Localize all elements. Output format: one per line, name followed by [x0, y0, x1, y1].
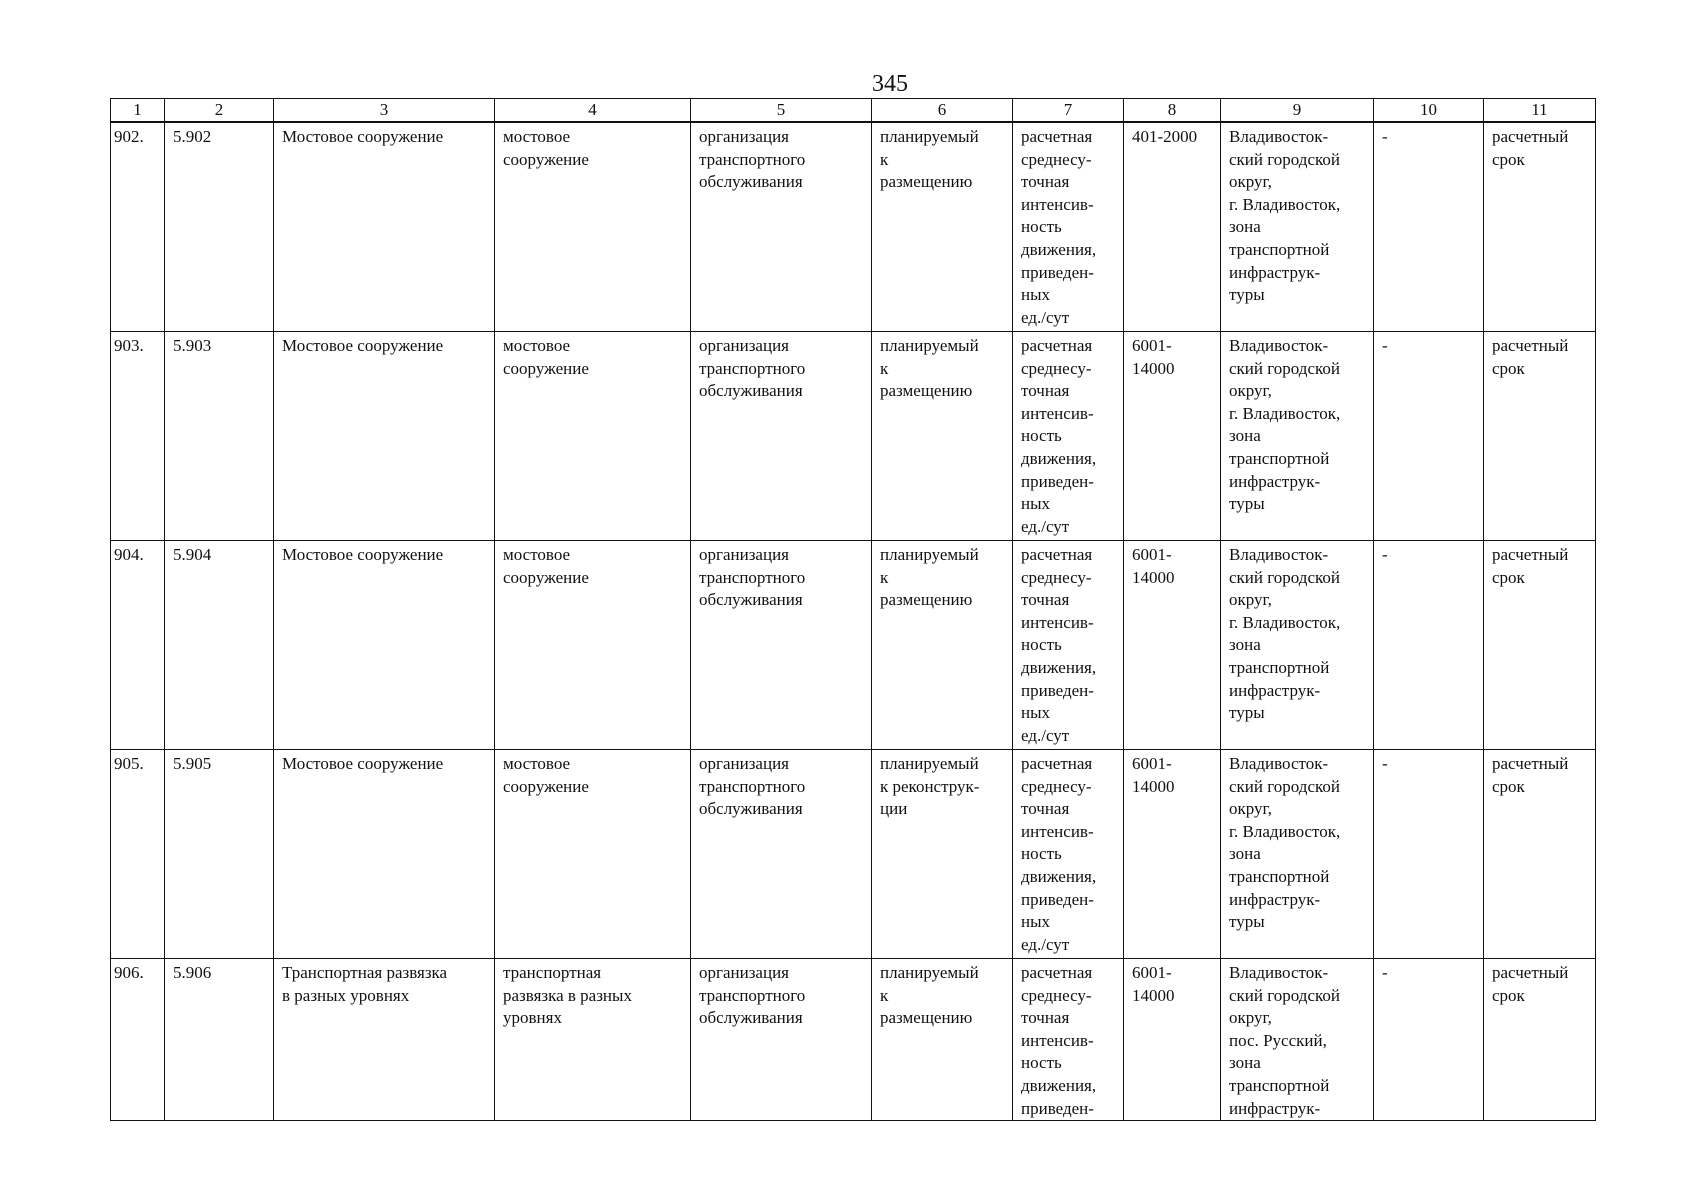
purpose-cell: организация транспортного обслуживания	[691, 750, 872, 959]
column-number: 1	[111, 99, 165, 123]
location-cell: Владивосток- ский городской округ, пос. Русский, зона транспортной инфраструк-	[1221, 959, 1374, 1121]
column-number: 2	[165, 99, 274, 123]
object-name-cell: Мостовое сооружение	[274, 122, 495, 332]
characteristic-cell: расчетная среднесу- точная интенсив- ность движения, приведен-	[1013, 959, 1124, 1121]
status-cell: планируемый к размещению	[872, 959, 1013, 1121]
table-row	[111, 332, 1596, 541]
object-name-cell: Мостовое сооружение	[274, 750, 495, 959]
object-code-cell: 5.904	[165, 541, 274, 750]
object-type-cell: транспортная развязка в разных уровнях	[495, 959, 691, 1121]
zone-cell: -	[1374, 750, 1484, 959]
status-cell: планируемый к размещению	[872, 122, 1013, 332]
characteristic-cell: расчетная среднесу- точная интенсив- ность движения, приведен- ных ед./сут	[1013, 122, 1124, 332]
term-cell: расчетный срок	[1484, 959, 1596, 1121]
column-number: 7	[1013, 99, 1124, 123]
object-name-cell: Транспортная развязка в разных уровнях	[274, 959, 495, 1121]
value-cell: 6001- 14000	[1124, 332, 1221, 541]
term-cell: расчетный срок	[1484, 541, 1596, 750]
column-number-row	[111, 99, 1596, 123]
column-number: 10	[1374, 99, 1484, 123]
row-number-cell: 903.	[111, 332, 165, 541]
table-row	[111, 122, 1596, 332]
value-cell: 401-2000	[1124, 122, 1221, 332]
term-cell: расчетный срок	[1484, 750, 1596, 959]
object-type-cell: мостовое сооружение	[495, 332, 691, 541]
column-number: 3	[274, 99, 495, 123]
purpose-cell: организация транспортного обслуживания	[691, 541, 872, 750]
object-code-cell: 5.903	[165, 332, 274, 541]
column-number: 8	[1124, 99, 1221, 123]
row-number-cell: 904.	[111, 541, 165, 750]
column-number: 9	[1221, 99, 1374, 123]
characteristic-cell: расчетная среднесу- точная интенсив- ность движения, приведен- ных ед./сут	[1013, 750, 1124, 959]
object-name-cell: Мостовое сооружение	[274, 541, 495, 750]
row-number-cell: 902.	[111, 122, 165, 332]
object-code-cell: 5.905	[165, 750, 274, 959]
zone-cell: -	[1374, 332, 1484, 541]
purpose-cell: организация транспортного обслуживания	[691, 959, 872, 1121]
status-cell: планируемый к размещению	[872, 332, 1013, 541]
value-cell: 6001- 14000	[1124, 541, 1221, 750]
object-type-cell: мостовое сооружение	[495, 122, 691, 332]
zone-cell: -	[1374, 541, 1484, 750]
characteristic-cell: расчетная среднесу- точная интенсив- ность движения, приведен- ных ед./сут	[1013, 541, 1124, 750]
object-name-cell: Мостовое сооружение	[274, 332, 495, 541]
object-type-cell: мостовое сооружение	[495, 750, 691, 959]
zone-cell: -	[1374, 959, 1484, 1121]
purpose-cell: организация транспортного обслуживания	[691, 332, 872, 541]
term-cell: расчетный срок	[1484, 122, 1596, 332]
status-cell: планируемый к размещению	[872, 541, 1013, 750]
object-type-cell: мостовое сооружение	[495, 541, 691, 750]
row-number-cell: 906.	[111, 959, 165, 1121]
characteristic-cell: расчетная среднесу- точная интенсив- ность движения, приведен- ных ед./сут	[1013, 332, 1124, 541]
table-row	[111, 750, 1596, 959]
column-number: 5	[691, 99, 872, 123]
status-cell: планируемый к реконструк- ции	[872, 750, 1013, 959]
object-code-cell: 5.902	[165, 122, 274, 332]
table-row	[111, 541, 1596, 750]
purpose-cell: организация транспортного обслуживания	[691, 122, 872, 332]
column-number: 4	[495, 99, 691, 123]
column-number: 6	[872, 99, 1013, 123]
zone-cell: -	[1374, 122, 1484, 332]
location-cell: Владивосток- ский городской округ, г. Владивосток, зона транспортной инфраструк- туры	[1221, 332, 1374, 541]
page-number: 345	[872, 71, 908, 97]
column-number: 11	[1484, 99, 1596, 123]
value-cell: 6001- 14000	[1124, 959, 1221, 1121]
table-row	[111, 959, 1596, 1121]
objects-table	[110, 98, 1596, 1121]
object-code-cell: 5.906	[165, 959, 274, 1121]
location-cell: Владивосток- ский городской округ, г. Владивосток, зона транспортной инфраструк- туры	[1221, 541, 1374, 750]
term-cell: расчетный срок	[1484, 332, 1596, 541]
location-cell: Владивосток- ский городской округ, г. Владивосток, зона транспортной инфраструк- туры	[1221, 750, 1374, 959]
value-cell: 6001- 14000	[1124, 750, 1221, 959]
row-number-cell: 905.	[111, 750, 165, 959]
location-cell: Владивосток- ский городской округ, г. Владивосток, зона транспортной инфраструк- туры	[1221, 122, 1374, 332]
